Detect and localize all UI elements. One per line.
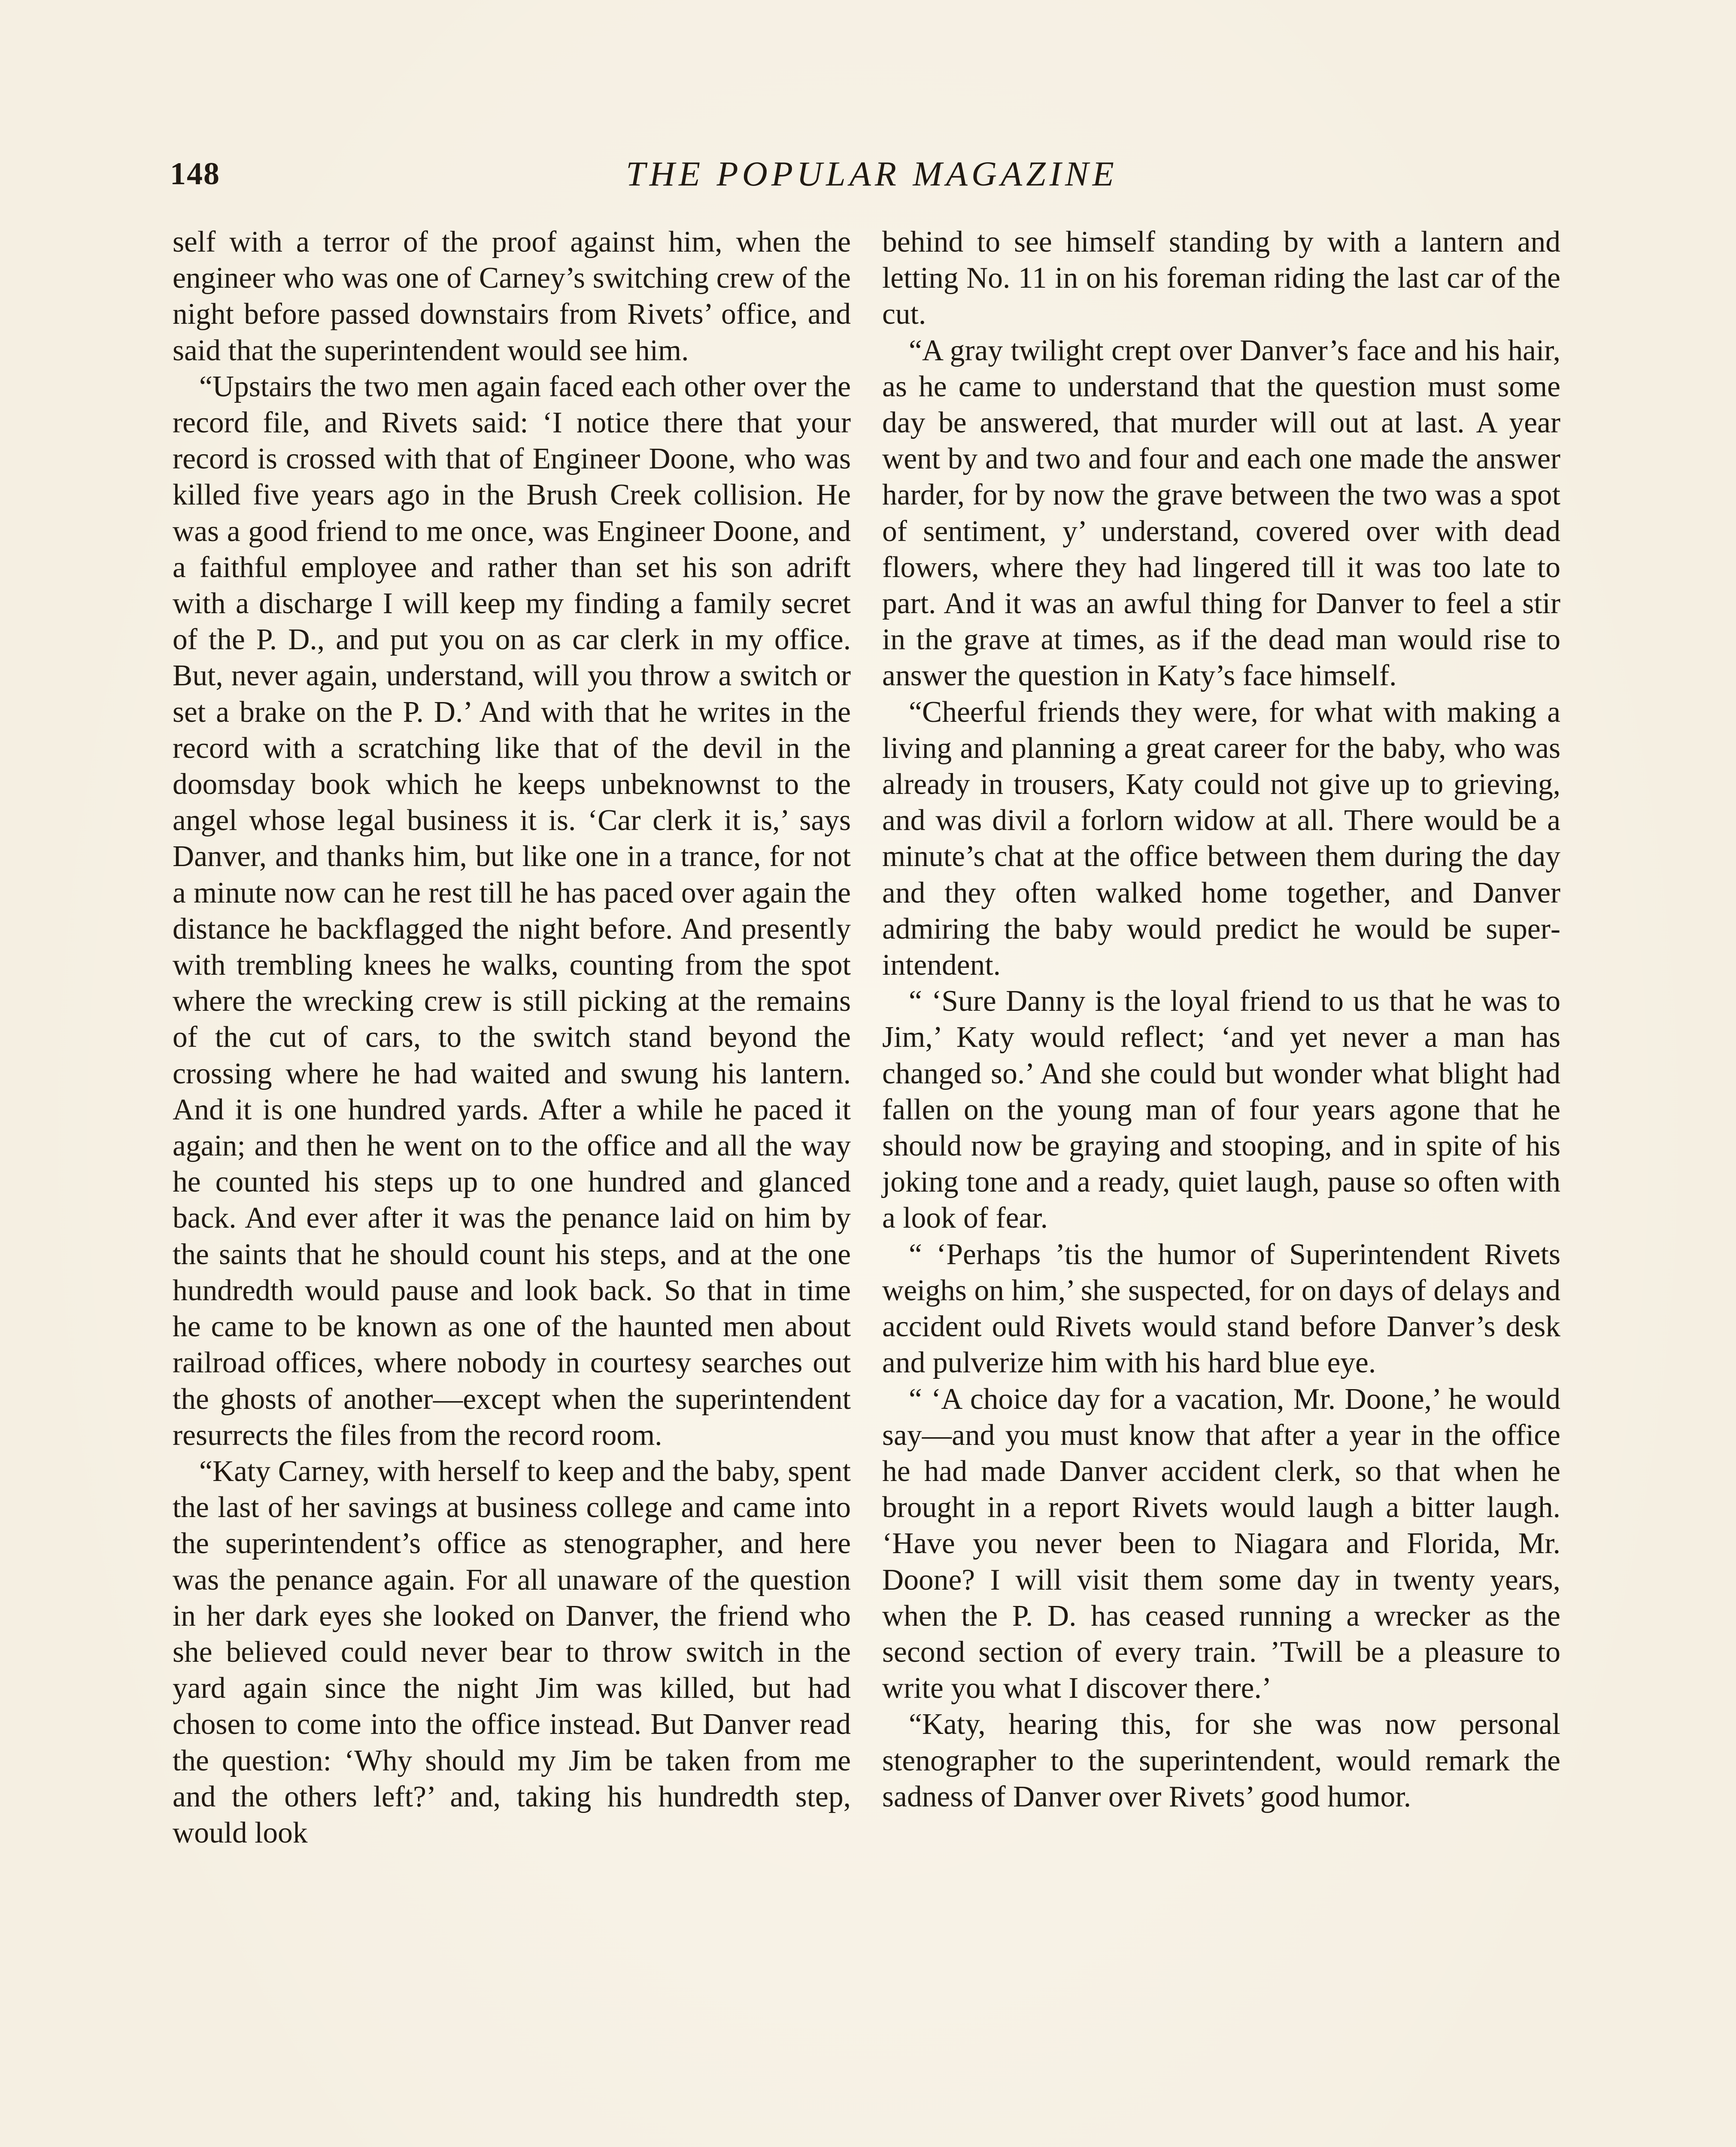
paragraph: behind to see himself standing by with a lantern and letting No. 11 in on his foreman riding the last car of the cut. (882, 225, 1560, 331)
paragraph: “Cheerful friends they were, for what with making a living and planning a great career for the baby, who was already in trousers, Katy could not give up to grieving, and was divil a forlorn widow at all. There would be a minute’s chat at the office between them during the day and they often walked home together, and Danver admiring the baby would predict he would be superintendent. (882, 695, 1560, 982)
paragraph: “ ‘Sure Danny is the loyal friend to us that he was to Jim,’ Katy would reflect; ‘and yet never a man has changed so.’ And she could but wonder what blight had fallen on the young man of four years agone that he should now be graying and stooping, and in spite of his joking tone and a ready, quiet laugh, pause so often with a look of fear. (882, 985, 1560, 1235)
paragraph: “Katy, hearing this, for she was now personal stenographer to the superintendent, would remark the sadness of Danver over Rivets’ good humor. (882, 1708, 1560, 1813)
paragraph: “Upstairs the two men again faced each other over the record file, and Rivets said: ‘I notice there that your record is crossed with that of Engineer Doone, who was killed five years ago in the Brush Creek collision. He was a good friend to me once, was Engineer Doone, and a faithful employee and rather than set his son adrift with a discharge I will keep my finding a family secret of the P. D., and put you on as car clerk in my office. But, never again, understand, will you throw a switch or set a brake on the P. D.’ And with that he writes in the record with a scratching like that of the devil in the doomsday book which he keeps unbeknownst to the angel whose legal business it is. ‘Car clerk it is,’ says Danver, and thanks him, but like one in a trance, for not a minute now can he rest till he has paced over again the distance he backflagged the night before. And presently with trembling knees he walks, counting from the spot where the wrecking crew is still picking at the remains of the cut of cars, to the switch stand beyond the crossing where he had waited and swung his lantern. And it is one hundred yards. After a while he paced it again; and then he went on to the office and all the way he counted his steps up to one hundred and glanced back. And ever after it was the penance laid on him by the saints that he should count his steps, and at the one hundredth would pause and look back. So that in time he came to be known as one of the haunted men about railroad offices, where nobody in courtesy searches out the ghosts of another—except when the superintendent resurrects the files from the record room. (173, 370, 851, 1452)
running-head (170, 152, 1574, 195)
paragraph: “ ‘Perhaps ’tis the humor of Superintendent Rivets weighs on him,’ she suspected, for on days of delays and accident ould Rivets would stand before Danver’s desk and pulverize him with his hard blue eye. (882, 1238, 1560, 1380)
paragraph: self with a terror of the proof against him, when the engineer who was one of Carney’s switching crew of the night before passed downstairs from Rivets’ office, and said that the superintendent would see him. (173, 225, 851, 367)
magazine-title: THE POPULAR MAGAZINE (626, 154, 1118, 193)
paragraph: “A gray twilight crept over Danver’s face and his hair, as he came to understand that the question must some day be answered, that murder will out at last. A year went by and two and four and each one made the answer harder, for by now the grave between the two was a spot of sentiment, y’ understand, covered over with dead flowers, where they had lingered till it was too late to part. And it was an awful thing for Danver to feel a stir in the grave at times, as if the dead man would rise to answer the question in Katy’s face himself. (882, 334, 1560, 693)
paragraph: “ ‘A choice day for a vacation, Mr. Doone,’ he would say—and you must know that after a year in the office he had made Danver accident clerk, so that when he brought in a report Rivets would laugh a bitter laugh. ‘Have you never been to Niagara and Florida, Mr. Doone? I will visit them some day in twenty years, when the P. D. has ceased running a wrecker as the second section of every train. ’Twill be a pleasure to write you what I discover there.’ (882, 1382, 1560, 1705)
right-column (882, 224, 1560, 1815)
page-number: 148 (170, 156, 220, 192)
paragraph: “Katy Carney, with herself to keep and the baby, spent the last of her savings at business college and came into the superintendent’s office as stenographer, and here was the penance again. For all unaware of the question in her dark eyes she looked on Danver, the friend who she believed could never bear to throw switch in the yard again since the night Jim was killed, but had chosen to come into the office instead. But Danver read the question: ‘Why should my Jim be taken from me and the others left?’ and, taking his hundredth step, would look (173, 1454, 851, 1849)
left-column (173, 224, 851, 1851)
